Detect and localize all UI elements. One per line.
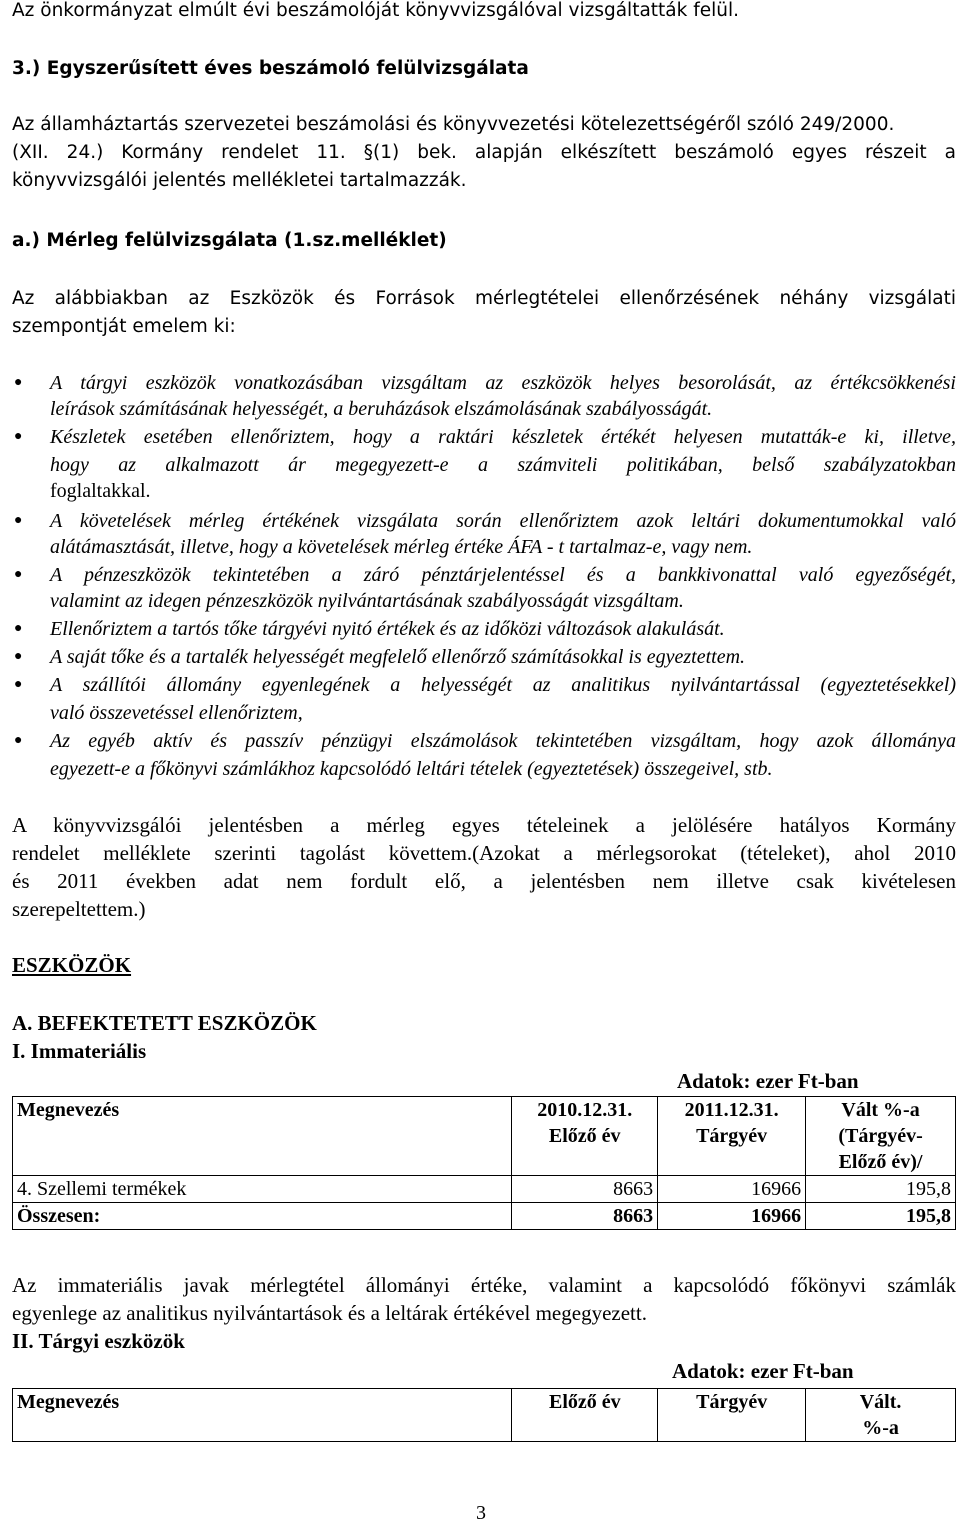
intro-sentence: Az önkormányzat elmúlt évi beszámolóját könyvvizsgálóval vizsgáltatták felül.: [12, 0, 740, 21]
table1-unit-note: Adatok: ezer Ft-ban: [677, 1069, 859, 1093]
immaterial-para-line-2: egyenlege az analitikus nyilvántartások és a leltárak értékével megegyezett.: [12, 1301, 647, 1325]
bullet-line: valamint az idegen pénzeszközök nyilvántartásának szabályosságát vizsgáltam.: [50, 590, 684, 612]
section-3-para-line-1: Az államháztartás szervezetei beszámolási és könyvvezetési kötelezettségéről szóló 249/2000.: [12, 114, 895, 135]
table2-unit-note: Adatok: ezer Ft-ban: [672, 1359, 854, 1383]
section-3-para-line-3: könyvvizsgálói jelentés mellékletei tartalmazzák.: [12, 170, 467, 191]
bullet-line: A tárgyi eszközök vonatkozásában vizsgáltam az eszközök helyes besorolását, az értékcsökkenési: [50, 372, 956, 394]
bullet-dot-icon: ●: [14, 649, 23, 664]
bullet-dot-icon: ●: [14, 429, 23, 444]
report-para-line-4: szerepeltettem.): [12, 897, 146, 921]
bullet-dot-icon: ●: [14, 733, 23, 748]
header-change: Vált. %-a: [806, 1389, 956, 1442]
immaterial-table: [12, 1096, 956, 1230]
bullet-line: A szállítói állomány egyenlegének a helyességét az analitikus nyilvántartással (egyeztetésekkel): [50, 674, 956, 696]
bullet-dot-icon: ●: [14, 621, 23, 636]
bullet-dot-icon: ●: [14, 677, 23, 692]
cell-curr: 16966: [658, 1176, 806, 1203]
section-3-para-line-2: (XII. 24.) Kormány rendelet 11. §(1) bek. alapján elkészített beszámoló egyes részeit a: [12, 142, 956, 163]
header-change: Vált %-a (Tárgyév- Előző év)/: [806, 1097, 956, 1176]
bullet-line: A követelések mérleg értékének vizsgálata során ellenőriztem azok leltári dokumentumokkal való: [50, 510, 956, 532]
bullet-line: Az egyéb aktív és passzív pénzügyi elszámolások tekintetében vizsgáltam, hogy azok állománya: [50, 730, 956, 752]
bullet-line: leírások számításának helyességét, a beruházások elszámolásának szabályosságát.: [50, 398, 713, 420]
bullet-line: való összevetéssel ellenőriztem,: [50, 702, 303, 724]
bullet-line: A saját tőke és a tartalék helyességét megfelelő ellenőrző számításokkal is egyeztettem.: [50, 646, 746, 668]
tangible-assets-table: [12, 1388, 956, 1442]
report-para-line-1: A könyvvizsgálói jelentésben a mérleg egyes tételeinek a jelölésére hatályos Kormány: [12, 813, 956, 837]
section-a-title: A. BEFEKTETETT ESZKÖZÖK: [12, 1011, 317, 1035]
cell-name: 4. Szellemi termékek: [13, 1176, 512, 1203]
header-curr: 2011.12.31. Tárgyév: [658, 1097, 806, 1176]
section-3-title: 3.) Egyszerűsített éves beszámoló felülvizsgálata: [12, 58, 529, 79]
immaterial-para-line-1: Az immateriális javak mérlegtétel állományi értéke, valamint a kapcsolódó főkönyvi számlák: [12, 1273, 956, 1297]
intro-para-line-2: szempontját emelem ki:: [12, 316, 236, 337]
bullet-dot-icon: ●: [14, 513, 23, 528]
assets-title: ESZKÖZÖK: [12, 953, 132, 977]
header-name: Megnevezés: [13, 1389, 512, 1442]
bullet-line: Készletek esetében ellenőriztem, hogy a raktári készletek értékét helyesen mutatták-e ki, illetve,: [50, 426, 956, 448]
intro-para-line-1: Az alábbiakban az Eszközök és Források mérlegtételei ellenőrzésének néhány vizsgálati: [12, 288, 956, 309]
bullet-line: foglaltakkal.: [50, 480, 151, 502]
cell-prev: 8663: [512, 1176, 658, 1203]
header-prev: Előző év: [512, 1389, 658, 1442]
bullet-line: alátámasztását, illetve, hogy a követelések mérleg értéke ÁFA - t tartalmaz-e, vagy nem.: [50, 536, 753, 558]
table-total-row: [13, 1203, 956, 1230]
section-ii-title: II. Tárgyi eszközök: [12, 1329, 185, 1353]
page-number: 3: [476, 1502, 486, 1524]
table-header-row: [13, 1389, 956, 1442]
report-para-line-2: rendelet melléklete szerinti tagolást követtem.(Azokat a mérlegsorokat (tételeket), ahol 2010: [12, 841, 956, 865]
cell-change: 195,8: [806, 1176, 956, 1203]
cell-prev: 8663: [512, 1203, 658, 1230]
bullet-line: hogy az alkalmazott ár megegyezett-e a számviteli politikában, belső szabályzatokban: [50, 454, 956, 476]
subsection-a-title: a.) Mérleg felülvizsgálata (1.sz.melléklet): [12, 230, 447, 251]
bullet-line: egyezett-e a főkönyvi számlákhoz kapcsolódó leltári tételek (egyeztetések) összegeivel, stb.: [50, 758, 773, 780]
header-prev: 2010.12.31. Előző év: [512, 1097, 658, 1176]
report-para-line-3: és 2011 években adat nem fordult elő, a jelentésben nem illetve csak kivételesen: [12, 869, 956, 893]
bullet-dot-icon: ●: [14, 375, 23, 390]
cell-name: Összesen:: [13, 1203, 512, 1230]
table-header-row: [13, 1097, 956, 1176]
table-row: [13, 1176, 956, 1203]
bullet-line: A pénzeszközök tekintetében a záró pénztárjelentéssel és a bankkivonattal való egyezőségét,: [50, 564, 956, 586]
header-name: Megnevezés: [13, 1097, 512, 1176]
header-curr: Tárgyév: [658, 1389, 806, 1442]
section-i-title: I. Immateriális: [12, 1039, 147, 1063]
bullet-dot-icon: ●: [14, 567, 23, 582]
bullet-line: Ellenőriztem a tartós tőke tárgyévi nyitó értékek és az időközi változások alakulását.: [50, 618, 725, 640]
cell-curr: 16966: [658, 1203, 806, 1230]
cell-change: 195,8: [806, 1203, 956, 1230]
